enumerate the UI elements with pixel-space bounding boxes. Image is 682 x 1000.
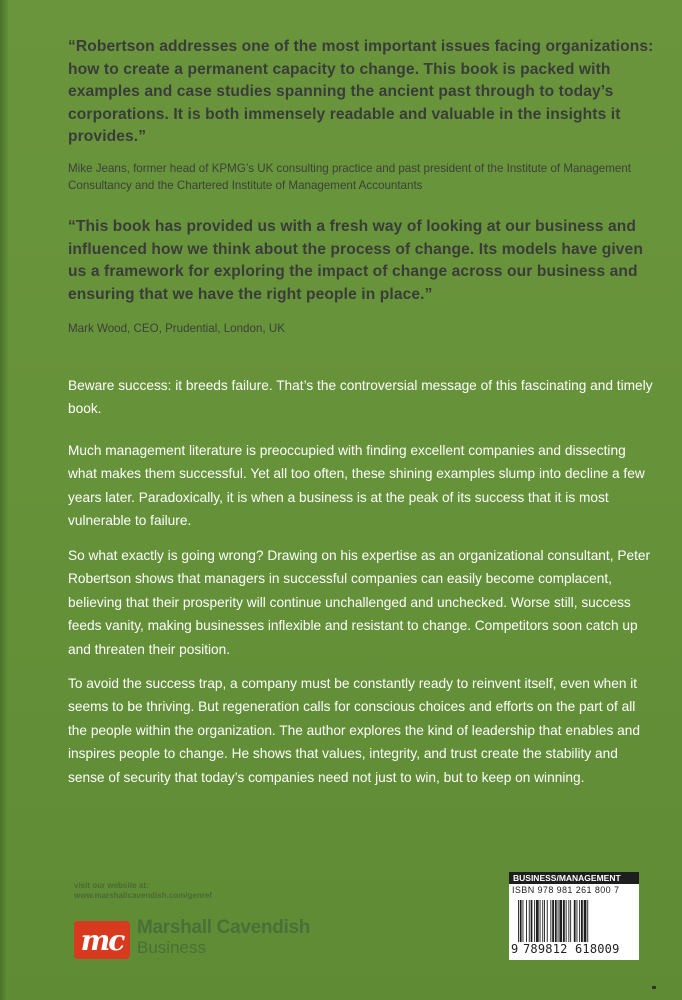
barcode-bar (518, 900, 519, 942)
barcode-bar (520, 900, 522, 942)
logo-mark: mc (80, 923, 124, 957)
barcode-digit-groups: 789812 618009 (523, 942, 620, 956)
endorsement-quote-1: “Robertson addresses one of the most important issues facing organizations: how to create a permanent capacity to change. This book is packed with examples and case studies spanning the ancient past through to today’s corporations. It is both immensely readable and valuable in the insights it provides.” (68, 38, 654, 145)
barcode-bar (568, 900, 569, 942)
barcode-bar (529, 900, 530, 942)
endorsement-attribution-2: Mark Wood, CEO, Prudential, London, UK (68, 322, 285, 335)
barcode-first-digit: 9 (511, 942, 519, 956)
website-label: visit our website at: (74, 881, 149, 890)
barcode-bar (536, 900, 539, 942)
barcode-bar (566, 900, 567, 942)
barcode-bar (587, 900, 588, 942)
barcode-bar (581, 900, 583, 942)
blurb-paragraph-2 (68, 439, 658, 533)
barcode-bar (540, 900, 541, 942)
barcode-bar (577, 900, 578, 942)
barcode-bar (542, 900, 543, 942)
barcode-bar (552, 900, 554, 942)
endorsement-attribution-1: Mike Jeans, former head of KPMG’s UK consulting practice and past president of the Institute of Management Consultancy and the Chartered Institute of Management Accountants (68, 162, 632, 192)
publisher-imprint: Business (137, 938, 206, 957)
barcode-bars-icon (518, 900, 632, 942)
spine-edge (0, 0, 8, 1000)
barcode-bar (570, 900, 571, 942)
barcode-bar (559, 900, 562, 942)
blurb-paragraph-4 (68, 672, 658, 789)
barcode-bar (534, 900, 535, 942)
barcode-bar (523, 900, 524, 942)
barcode-bar (544, 900, 545, 942)
corner-mark (652, 986, 656, 989)
blurb-paragraph-3 (68, 544, 658, 661)
blurb-paragraph-text: So what exactly is going wrong? Drawing on his expertise as an organizational consultant, Peter Robertson shows that managers in successful companies can easily become complacent, believing that their prosperity will continue unchallenged and unchecked. Worse still, success feeds vanity, making businesses inflexible and resistant to change. Competitors soon catch up and threaten their position. (68, 548, 651, 657)
barcode-category: BUSINESS/MANAGEMENT (509, 872, 639, 884)
publisher-logo-icon (74, 921, 130, 959)
website-url[interactable]: www.marshallcavendish.com/genref (74, 891, 212, 900)
blurb-paragraph-1 (68, 374, 658, 421)
blurb-paragraph-text: To avoid the success trap, a company must be constantly ready to reinvent itself, even when it seems to be thriving. But regeneration calls for conscious choices and efforts on the part of all the people within the organization. The author explores the kind of leadership that enables and inspires people to change. He shows that values, integrity, and trust create the stability and sense of security that today’s companies need not just to win, but to keep on winning. (68, 676, 640, 785)
endorsement-quote-2: “This book has provided us with a fresh way of looking at our business and influenced how we think about the process of change. Its models have given us a framework for exploring the impact of change across our business and ensuring that we have the right people in place.” (68, 218, 643, 303)
barcode-bar (579, 900, 580, 942)
publisher-website (74, 881, 212, 901)
publisher-name: Marshall Cavendish (137, 917, 311, 938)
isbn-barcode (509, 872, 639, 960)
barcode-bar (547, 900, 548, 942)
barcode-bar (531, 900, 533, 942)
blurb-paragraph-text: Much management literature is preoccupied with finding excellent companies and dissecting what makes them successful. Yet all too often, these shining examples slump into decline a few years later. Paradoxically, it is when a business is at the peak of its success that it is most vulnerable to failure. (68, 443, 645, 529)
barcode-bar (550, 900, 551, 942)
barcode-bar (526, 900, 527, 942)
barcode-bar (563, 900, 565, 942)
barcode-bar (555, 900, 557, 942)
barcode-isbn: ISBN 978 981 261 800 7 (512, 885, 620, 895)
barcode-bar (558, 900, 559, 942)
barcode-bar (574, 900, 576, 942)
barcode-bar (584, 900, 587, 942)
blurb-paragraph-text: Beware success: it breeds failure. That’s the controversial message of this fascinating and timely book. (68, 378, 653, 417)
